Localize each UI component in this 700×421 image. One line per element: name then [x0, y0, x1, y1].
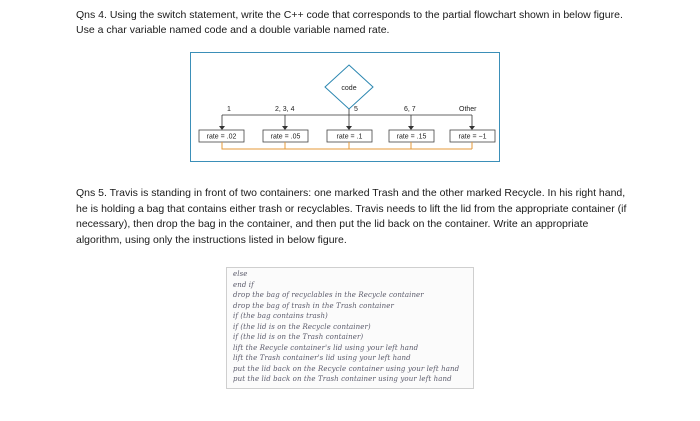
instruction-item: put the lid back on the Trash container using your left hand — [233, 375, 452, 383]
branch-5 — [469, 115, 475, 130]
question-4-text: Qns 4. Using the switch statement, write the C++ code that corresponds to the partial flowchart shown in below figure. Use a char variable named code and a double variable named rate. — [76, 9, 623, 36]
branch-1 — [219, 115, 225, 130]
decision-label: code — [341, 85, 357, 92]
instruction-item: end if — [233, 280, 254, 289]
action-label-1: rate = .02 — [206, 133, 237, 141]
instruction-item: if (the bag contains trash) — [233, 312, 328, 320]
branch-label-2: 2, 3, 4 — [275, 106, 295, 113]
flowchart-svg — [191, 53, 501, 163]
instruction-item: lift the Recycle container's lid using your left hand — [233, 343, 419, 352]
flowchart-figure — [190, 52, 500, 162]
instruction-item: drop the bag of recyclables in the Recycle container — [233, 291, 424, 299]
instruction-list-figure — [226, 267, 474, 389]
branch-label-1: 1 — [227, 106, 231, 113]
branch-label-4: 6, 7 — [404, 106, 416, 113]
instruction-item: lift the Trash container's lid using your left hand — [233, 354, 411, 362]
action-label-3: rate = .1 — [336, 133, 363, 141]
branch-label-3: 5 — [354, 106, 358, 113]
instruction-item: if (the lid is on the Recycle container) — [233, 322, 371, 331]
question-5-text: Qns 5. Travis is standing in front of two containers: one marked Trash and the other marked Recycle. In his right hand, he is holding a bag that contains either trash or recyclables. Travis needs to lift the lid from the appropriate container (if necessary), then drop the bag in the container, and then put the lid back on the container. Write an appropriate algorithm, using only the instructions listed in below figure. — [76, 187, 627, 246]
action-label-5: rate = −1 — [458, 133, 487, 141]
action-label-4: rate = .15 — [396, 133, 427, 141]
branch-3 — [346, 115, 352, 130]
action-label-2: rate = .05 — [270, 133, 301, 141]
instruction-item: put the lid back on the Recycle container using your left hand — [233, 364, 460, 373]
instruction-item: else — [233, 270, 248, 278]
branch-4 — [408, 115, 414, 130]
continuation-brackets — [222, 142, 472, 149]
instruction-item: drop the bag of trash in the Trash container — [233, 301, 394, 310]
branch-label-5: Other — [459, 106, 477, 113]
branch-2 — [282, 115, 288, 130]
instruction-item: if (the lid is on the Trash container) — [233, 333, 364, 341]
